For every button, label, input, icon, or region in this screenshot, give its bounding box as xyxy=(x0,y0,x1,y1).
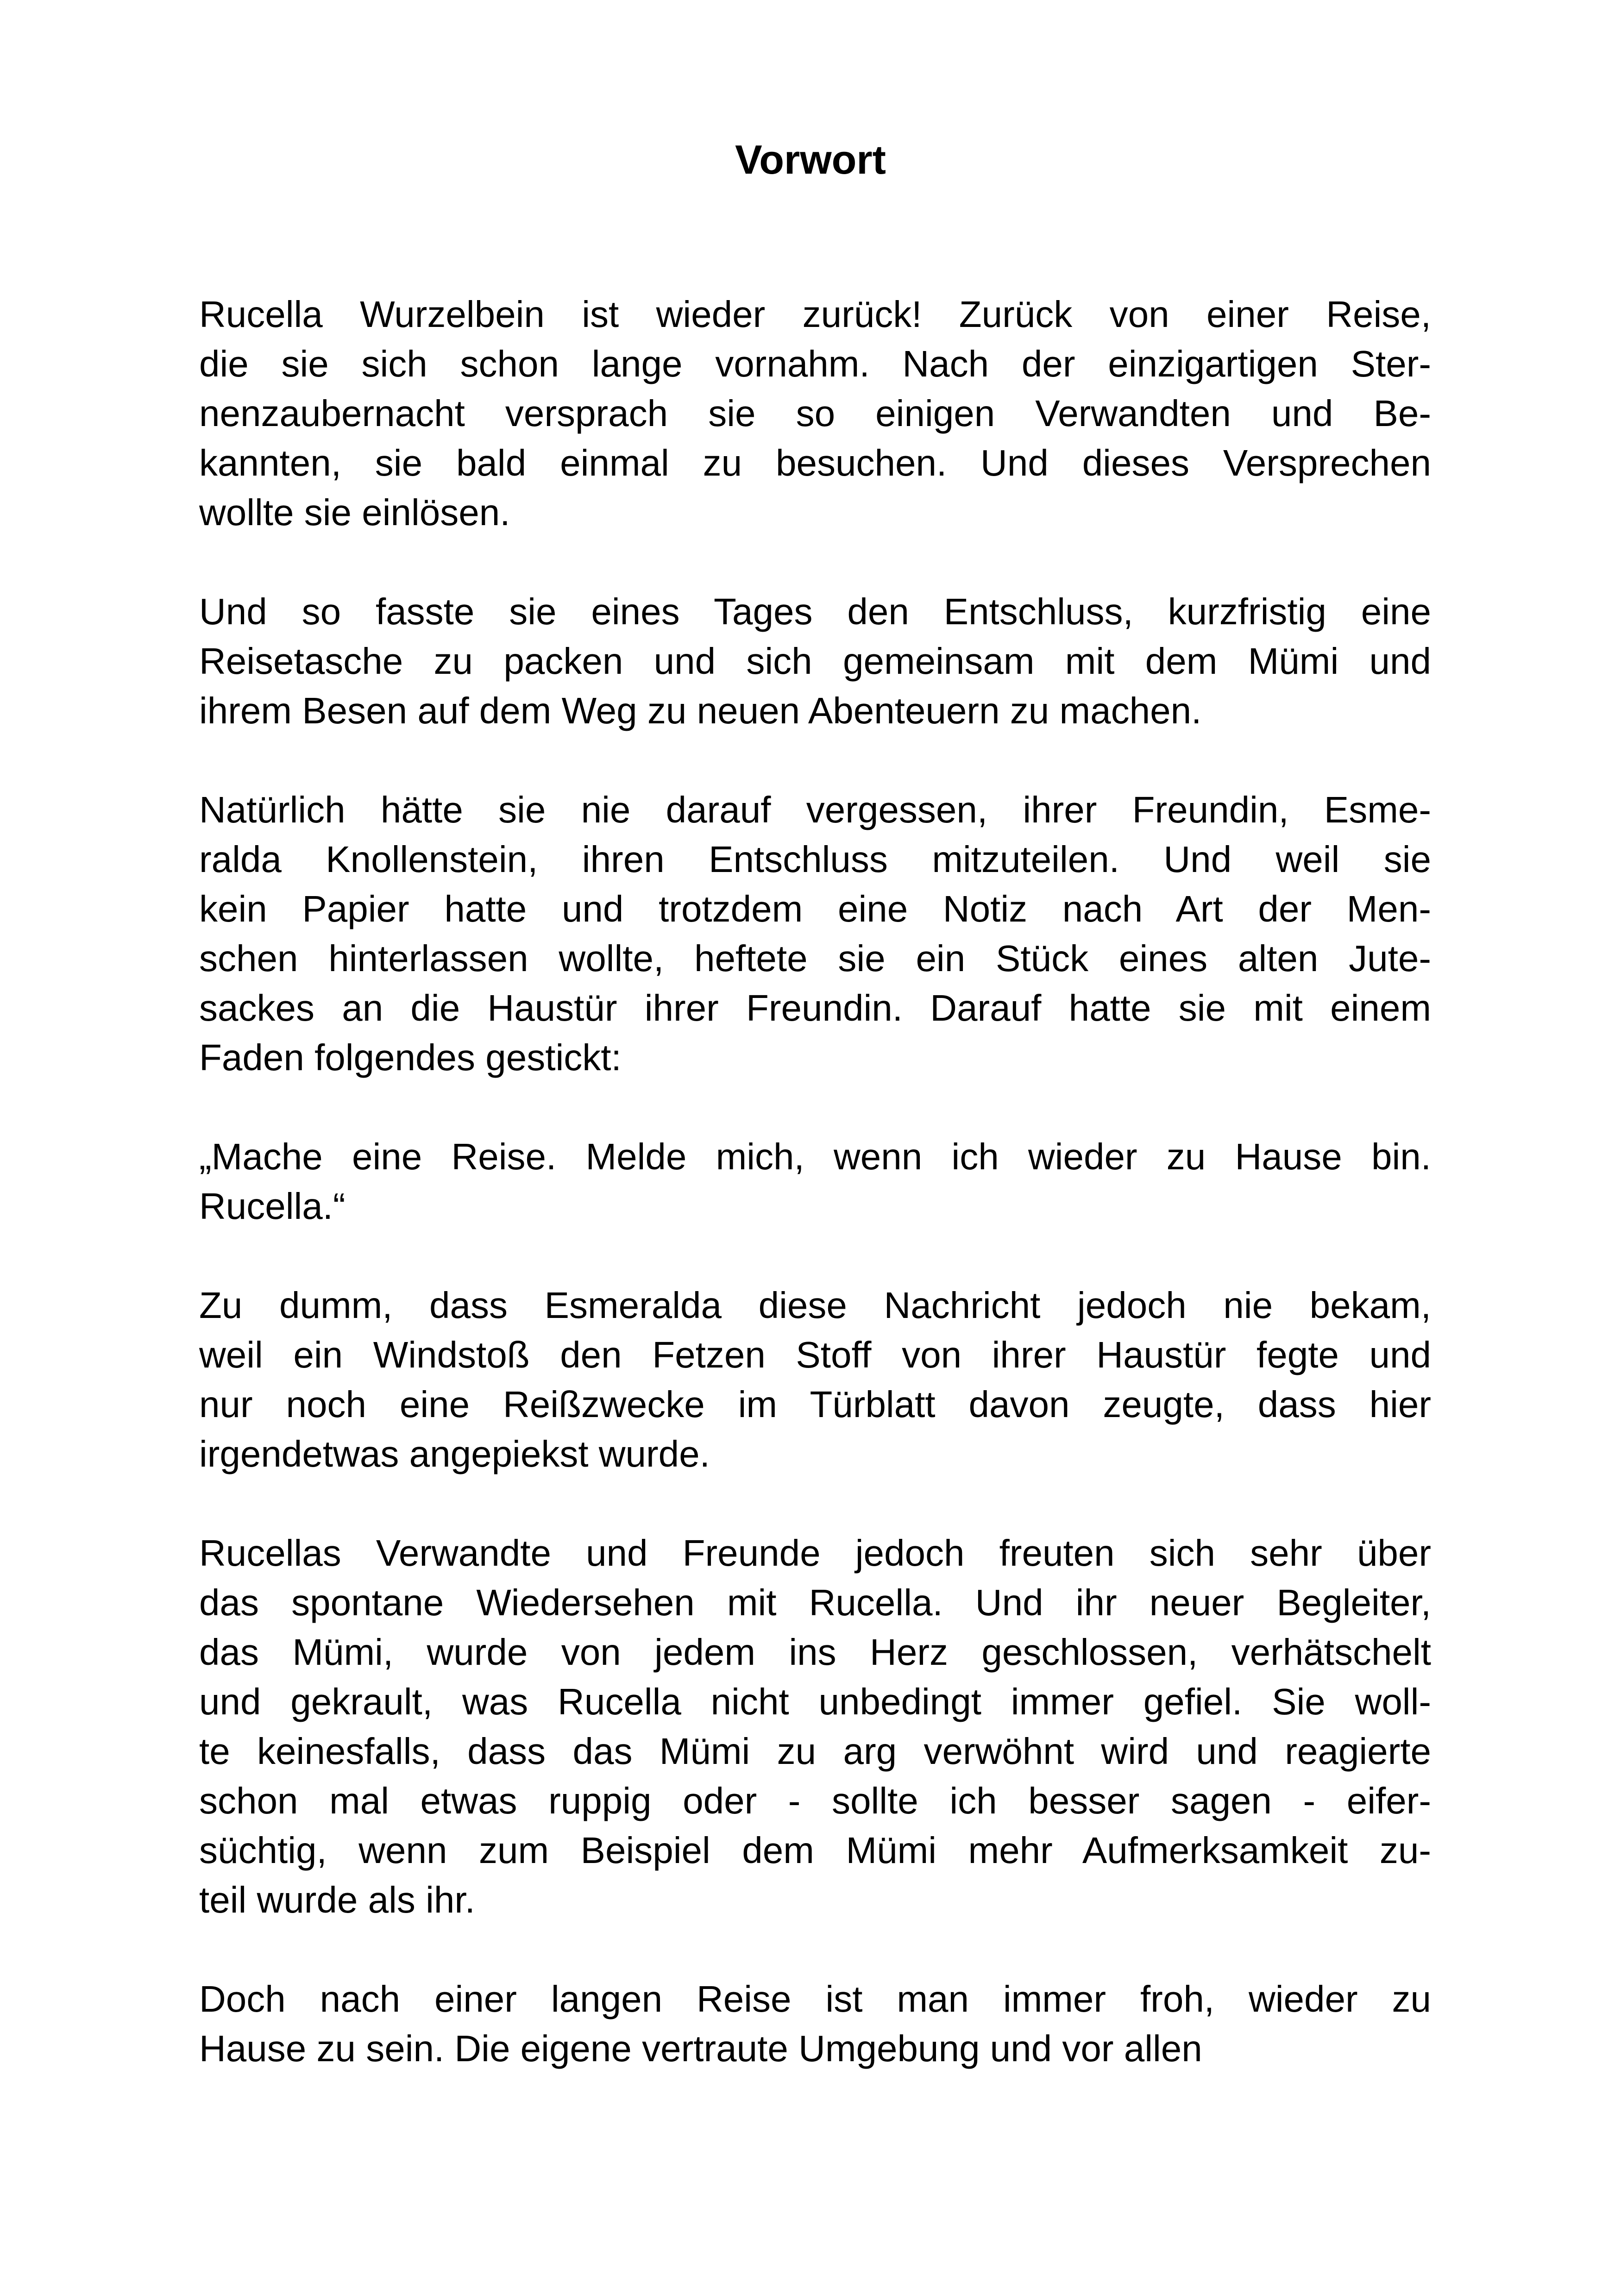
text-line: irgendetwas angepiekst wurde. xyxy=(199,1433,710,1474)
text-line: Doch nach einer langen Reise ist man immer froh, wieder zu xyxy=(199,1978,1431,2020)
text-line: „Mache eine Reise. Melde mich, wenn ich wieder zu Hause bin. xyxy=(199,1136,1431,1177)
text-line: nur noch eine Reißzwecke im Türblatt davon zeugte, dass hier xyxy=(199,1384,1431,1425)
text-line: Faden folgendes gestickt: xyxy=(199,1037,622,1078)
paragraph xyxy=(199,1132,1431,1231)
paragraph xyxy=(199,1528,1431,1925)
text-line: schen hinterlassen wollte, heftete sie ein Stück eines alten Jute- xyxy=(199,938,1431,979)
text-line: Rucellas Verwandte und Freunde jedoch freuten sich sehr über xyxy=(199,1532,1431,1574)
text-line: sackes an die Haustür ihrer Freundin. Darauf hatte sie mit einem xyxy=(199,987,1431,1029)
paragraph xyxy=(199,1974,1431,2073)
text-line: ihrem Besen auf dem Weg zu neuen Abenteuern zu machen. xyxy=(199,690,1202,731)
text-line: das spontane Wiedersehen mit Rucella. Und ihr neuer Begleiter, xyxy=(199,1582,1431,1623)
text-line: Zu dumm, dass Esmeralda diese Nachricht jedoch nie bekam, xyxy=(199,1285,1431,1326)
text-line: ralda Knollenstein, ihren Entschluss mitzuteilen. Und weil sie xyxy=(199,839,1431,880)
text-line: und gekrault, was Rucella nicht unbedingt immer gefiel. Sie woll- xyxy=(199,1681,1431,1722)
text-line: kannten, sie bald einmal zu besuchen. Und dieses Versprechen xyxy=(199,442,1431,483)
text-line: schon mal etwas ruppig oder - sollte ich besser sagen - eifer- xyxy=(199,1780,1431,1821)
text-line: Natürlich hätte sie nie darauf vergessen, ihrer Freundin, Esme- xyxy=(199,789,1431,830)
text-line: te keinesfalls, dass das Mümi zu arg verwöhnt wird und reagierte xyxy=(199,1731,1431,1772)
text-line: wollte sie einlösen. xyxy=(199,492,510,533)
body-text xyxy=(199,289,1431,2123)
text-line: Reisetasche zu packen und sich gemeinsam mit dem Mümi und xyxy=(199,640,1431,682)
paragraph xyxy=(199,289,1431,537)
text-line: Hause zu sein. Die eigene vertraute Umgebung und vor allen xyxy=(199,2028,1202,2069)
text-line: weil ein Windstoß den Fetzen Stoff von ihrer Haustür fegte und xyxy=(199,1334,1431,1375)
text-line: Rucella Wurzelbein ist wieder zurück! Zurück von einer Reise, xyxy=(199,294,1431,335)
text-line: die sie sich schon lange vornahm. Nach der einzigartigen Ster- xyxy=(199,343,1431,384)
text-line: Und so fasste sie eines Tages den Entschluss, kurzfristig eine xyxy=(199,591,1431,632)
text-line: süchtig, wenn zum Beispiel dem Mümi mehr Aufmerksamkeit zu- xyxy=(199,1830,1431,1871)
text-line: das Mümi, wurde von jedem ins Herz geschlossen, verhätschelt xyxy=(199,1631,1431,1673)
text-line: nenzaubernacht versprach sie so einigen Verwandten und Be- xyxy=(199,393,1431,434)
text-line: Rucella.“ xyxy=(199,1186,346,1227)
paragraph xyxy=(199,587,1431,735)
paragraph xyxy=(199,785,1431,1082)
paragraph xyxy=(199,1280,1431,1479)
text-line: teil wurde als ihr. xyxy=(199,1879,475,1920)
page-title: Vorwort xyxy=(735,137,886,182)
text-line: kein Papier hatte und trotzdem eine Notiz nach Art der Men- xyxy=(199,888,1431,929)
